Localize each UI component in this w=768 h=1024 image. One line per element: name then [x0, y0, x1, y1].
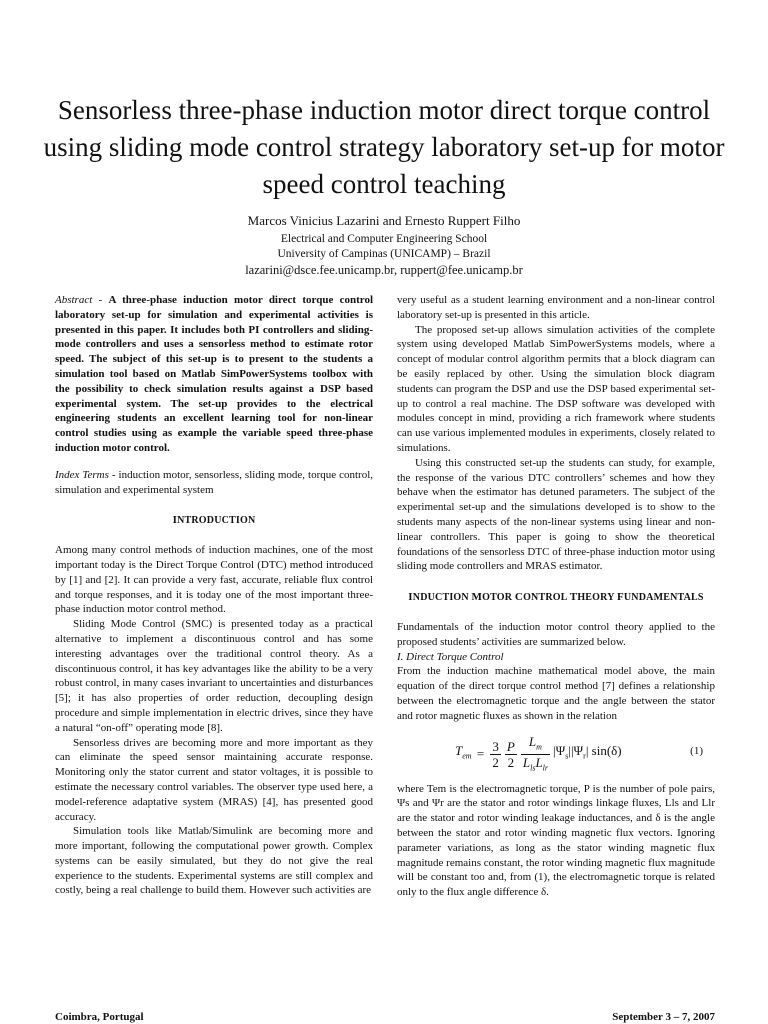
intro-paragraph-4: Simulation tools like Matlab/Simulink are becoming more and more important, following the computational power growth. Complex systems can be easily simulated, but they do not give the real experience to the students. Experimental systems are still complex and costly, being a real challenge to build them. However such activities are: [55, 825, 373, 897]
right-paragraph-3: Using this constructed set-up the students can study, for example, the response of the various DTC controllers’ schemes and how they behave when the estimator has detuned parameters. The subject of the experimental set-up and the simulations developed is to show to the students many aspects of the non-linear systems using linear and non-linear controllers. This paper is going to show the theoretical foundations of the sensorless DTC of three-phase induction motor using sliding mode controllers and MRAS estimator.: [397, 456, 715, 573]
theory-paragraph-3: where Tem is the electromagnetic torque, P is the number of pole pairs, Ψs and Ψr are the stator and rotor windings linkage fluxes, Lls and Llr are the stator and rotor winding leakage inductances, and δ is the angle between the stator and rotor winding magnetic flux vectors. Ignoring parameter variations, as long as the stator winding magnetic flux magnitude remains constant, the rotor winding magnetic flux magnitude will be constant too and, from (1), the electromagnetic torque is related only to the flux angle difference δ.: [397, 782, 716, 899]
author-emails: lazarini@dsce.fee.unicamp.br, ruppert@fee.unicamp.br: [245, 263, 523, 277]
theory-paragraph-2: From the induction machine mathematical model above, the main equation of the direct torque control method [7] defines a relationship between the electromagnetic torque and the angle between the stator and rotor magnetic fluxes as shown in the relation: [397, 665, 715, 722]
subsection-heading: I. Direct Torque Control: [397, 650, 504, 663]
right-column: [397, 293, 715, 900]
intro-paragraph-1: Among many control methods of induction machines, one of the most important today is the Direct Torque Control (DTC) method introduced by [1] and [2]. It can provide a very fast, accurate, reliable flux control and torque responses, and it is today one of the most important three-phase induction motor control method.: [55, 544, 373, 616]
index-terms-text: - induction motor, sensorless, sliding mode, torque control, simulation and experimental system: [55, 468, 373, 496]
intro-paragraph-3: Sensorless drives are becoming more and more important as they can eliminate the speed sensor maintaining accurate response. Monitoring only the stator current and stator voltages, it is possible to estimate the necessary control variables. The observer type used here, a model-reference adaptative system (MRAS) [4], has presented good accuracy.: [55, 736, 373, 823]
index-terms: [55, 468, 373, 498]
affiliation-university: University of Campinas (UNICAMP) – Brazil: [277, 248, 491, 260]
index-terms-label: Index Terms: [55, 468, 109, 481]
paper-authors: Marcos Vinicius Lazarini and Ernesto Ruppert Filho: [247, 213, 521, 228]
torque-equation: [397, 730, 715, 776]
abstract-label: Abstract -: [55, 294, 103, 306]
footer-location: Coimbra, Portugal: [55, 1011, 144, 1023]
right-paragraph-2: The proposed set-up allows simulation activities of the complete system using developed Matlab SimPowerSystems models, where a concept of modular control algorithm permits that a block diagram can be easily replaced by other. Using the simulation block diagram students can program the DSP and use the DSP based experimental set-up to control a real machine. The DSP software was developed with modules concept in mind, providing a rich framework where students can use various implemented modules in experiments, closely related to simulations.: [397, 323, 715, 454]
paper-title: Sensorless three-phase induction motor direct torque control using sliding mode control strategy laboratory set-up for motor speed control teaching: [43, 95, 725, 199]
intro-paragraph-2: Sliding Mode Control (SMC) is presented today as a practical alternative to implement a discontinuous control and has some interesting advantages over the traditional control theory. As a discontinuous control, it has key advantages like the ability to be a very robust control, in many cases invariant to uncertainties and disturbances [5]; it has also properties of order reduction, decoupling design procedure and simple implementation in electric drives, since they have a natural “on-off” operating mode [8].: [55, 618, 373, 734]
footer-date: September 3 – 7, 2007: [612, 1011, 715, 1023]
theory-paragraph-1: Fundamentals of the induction motor control theory applied to the proposed students’ activities are summarized below.: [397, 620, 715, 648]
left-column: [55, 293, 373, 898]
right-paragraph-1: very useful as a student learning environment and a non-linear control laboratory set-up is presented in this article.: [397, 294, 715, 321]
abstract: [55, 293, 373, 456]
abstract-text: A three-phase induction motor direct torque control laboratory set-up for simulation and experimental activities is presented in this paper. It includes both PI controllers and sliding-mode controllers and uses a sensorless method to estimate rotor speed. The subject of this set-up is to present to the students a simulation tool based on Matlab SimPowerSystems toolbox with the possibility to check simulation results against a DSP based experimental system. The set-up provides to the electrical engineering students an excellent learning tool for non-linear control studies using as example the variable speed three-phase induction motor control.: [55, 294, 373, 454]
equation-number: (1): [690, 744, 703, 757]
equation-body: $T_{em}$ = $\frac{3}{2}$ $\frac{P}{2}$ $\frac{L_m}{L_{ls}L_{lr}}$ $|\Psi_s||\Psi_r|$ sin(δ): [455, 733, 622, 773]
theory-heading: INDUCTION MOTOR CONTROL THEORY FUNDAMENTALS: [408, 591, 704, 604]
introduction-heading: INTRODUCTION: [172, 514, 256, 527]
affiliation-block: [40, 232, 728, 279]
affiliation-school: Electrical and Computer Engineering School: [280, 233, 488, 245]
